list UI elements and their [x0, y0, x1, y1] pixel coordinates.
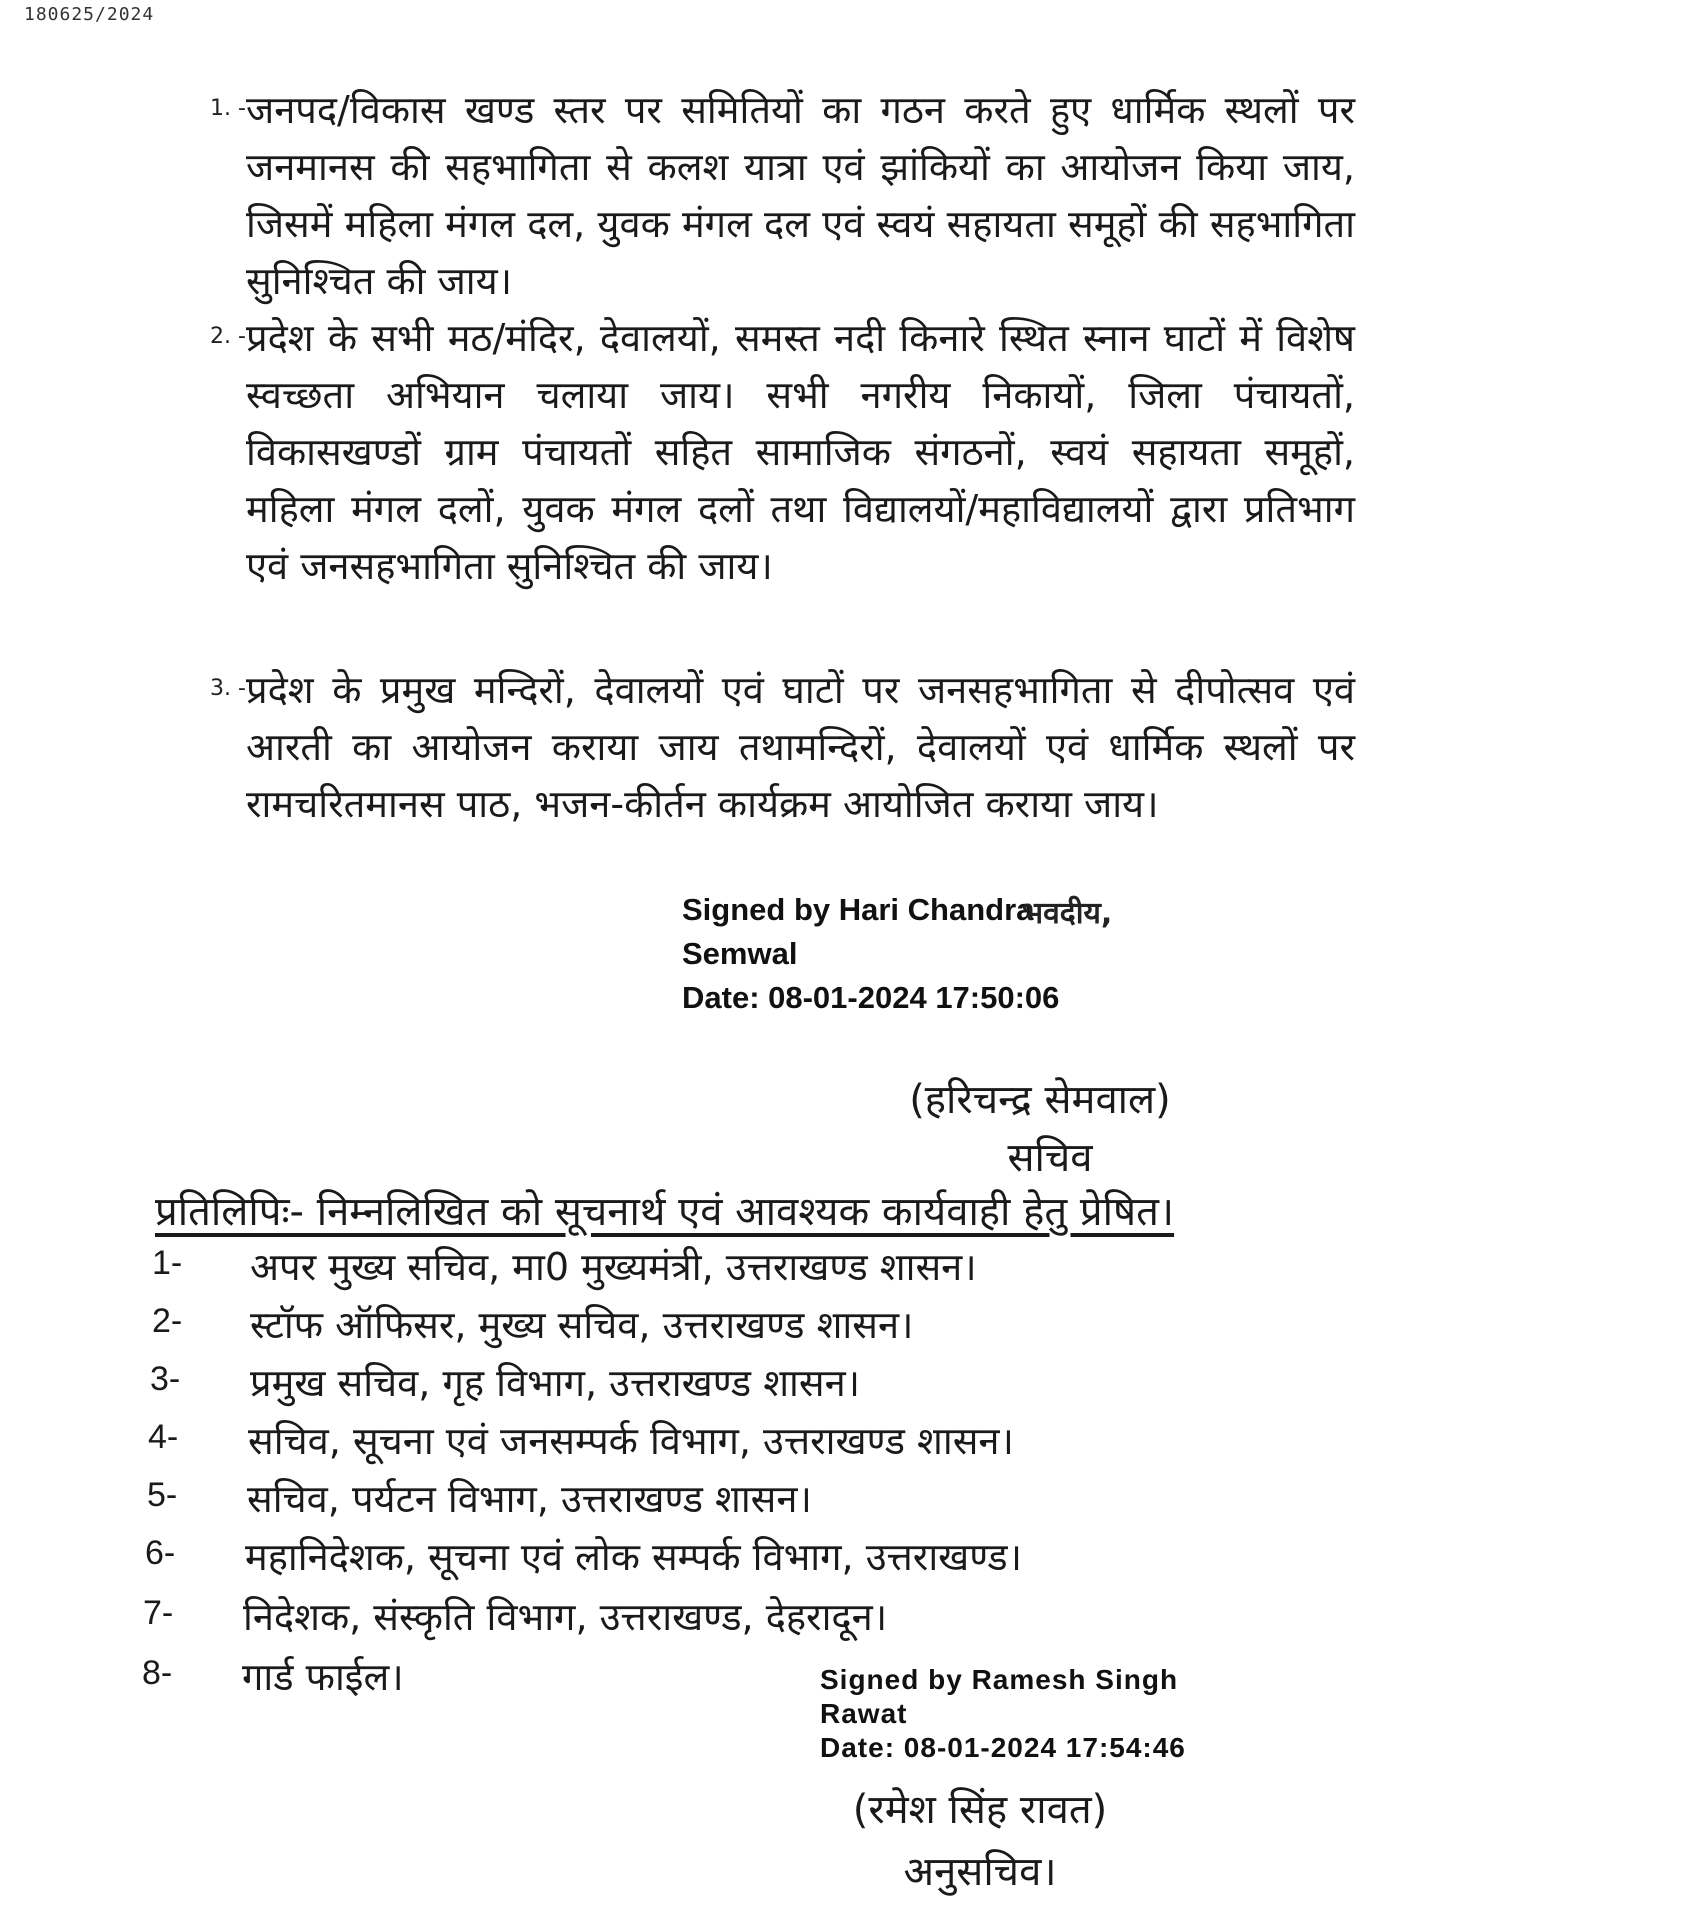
closing-salutation: भवदीय,	[1022, 896, 1113, 931]
directive-paragraph-2	[210, 310, 1355, 595]
paragraph-text: प्रदेश के सभी मठ/मंदिर, देवालयों, समस्त नदी किनारे स्थित स्नान घाटों में विशेष स्वच्छता अभियान चलाया जाय। सभी नगरीय निकायों, जिला पंचायतों, विकासखण्डों ग्राम पंचायतों सहित सामाजिक संगठनों, स्वयं सहायता समूहों, महिला मंगल दलों, युवक मंगल दलों तथा विद्यालयों/महाविद्यालयों द्वारा प्रतिभाग एवं जनसहभागिता सुनिश्चित की जाय।	[246, 316, 1355, 588]
signatory-name-1: (हरिचन्द्र सेमवाल)	[909, 1077, 1171, 1123]
list-item-number: 5-	[147, 1476, 178, 1514]
directive-paragraph-3	[210, 662, 1355, 833]
signature-line: Rawat	[820, 1698, 908, 1729]
paragraph-text: जनपद/विकास खण्ड स्तर पर समितियों का गठन करते हुए धार्मिक स्थलों पर जनमानस की सहभागिता से कलश यात्रा एवं झांकियों का आयोजन किया जाय, जिसमें महिला मंगल दल, युवक मंगल दल एवं स्वयं सहायता समूहों की सहभागिता सुनिश्चित की जाय।	[246, 88, 1355, 303]
list-item-text: निदेशक, संस्कृति विभाग, उत्तराखण्ड, देहरादून।	[243, 1595, 888, 1639]
signature-line: Signed by Ramesh Singh	[820, 1664, 1179, 1695]
list-item-number: 1-	[152, 1244, 183, 1282]
list-item-text: सचिव, सूचना एवं जनसम्पर्क विभाग, उत्तराखण्ड शासन।	[248, 1419, 1014, 1463]
signature-line: Semwal	[682, 936, 798, 971]
list-item-number: 4-	[148, 1418, 179, 1456]
list-item-number: 2-	[152, 1302, 183, 1340]
paragraph-number: 2. -	[210, 324, 246, 349]
signatory-designation-1: सचिव	[1007, 1135, 1093, 1181]
paragraph-number: 1. -	[210, 96, 246, 121]
list-item-number: 6-	[145, 1534, 176, 1572]
list-item-text: स्टॉफ ऑफिसर, मुख्य सचिव, उत्तराखण्ड शासन।	[250, 1303, 914, 1347]
list-item-text: अपर मुख्य सचिव, मा0 मुख्यमंत्री, उत्तराखण्ड शासन।	[250, 1245, 977, 1289]
list-item-number: 8-	[142, 1654, 173, 1692]
list-item-number: 3-	[150, 1360, 181, 1398]
list-item-text: गार्ड फाईल।	[242, 1655, 404, 1699]
signatory-designation-2: अनुसचिव।	[903, 1849, 1057, 1895]
copy-to-heading: प्रतिलिपिः- निम्नलिखित को सूचनार्थ एवं आवश्यक कार्यवाही हेतु प्रेषित।	[155, 1189, 1175, 1235]
directive-paragraph-1	[210, 82, 1355, 310]
paragraph-text: प्रदेश के प्रमुख मन्दिरों, देवालयों एवं घाटों पर जनसहभागिता से दीपोत्सव एवं आरती का आयोजन कराया जाय तथामन्दिरों, देवालयों एवं धार्मिक स्थलों पर रामचरितमानस पाठ, भजन-कीर्तन कार्यक्रम आयोजित कराया जाय।	[246, 668, 1355, 826]
reference-number: 180625/2024	[24, 4, 155, 25]
list-item-text: प्रमुख सचिव, गृह विभाग, उत्तराखण्ड शासन।	[250, 1361, 861, 1405]
signatory-name-2: (रमेश सिंह रावत)	[852, 1787, 1108, 1833]
list-item-number: 7-	[143, 1594, 174, 1632]
list-item-text: महानिदेशक, सूचना एवं लोक सम्पर्क विभाग, उत्तराखण्ड।	[245, 1535, 1023, 1579]
signature-date: Date: 08-01-2024 17:54:46	[820, 1732, 1186, 1763]
signature-date: Date: 08-01-2024 17:50:06	[682, 980, 1060, 1015]
digital-signature-block-2	[820, 1663, 1186, 1765]
list-item-text: सचिव, पर्यटन विभाग, उत्तराखण्ड शासन।	[247, 1477, 812, 1521]
signature-line: Signed by Hari Chandra	[682, 892, 1034, 927]
digital-signature-block-1	[682, 888, 1113, 1020]
paragraph-number: 3. -	[210, 676, 246, 701]
